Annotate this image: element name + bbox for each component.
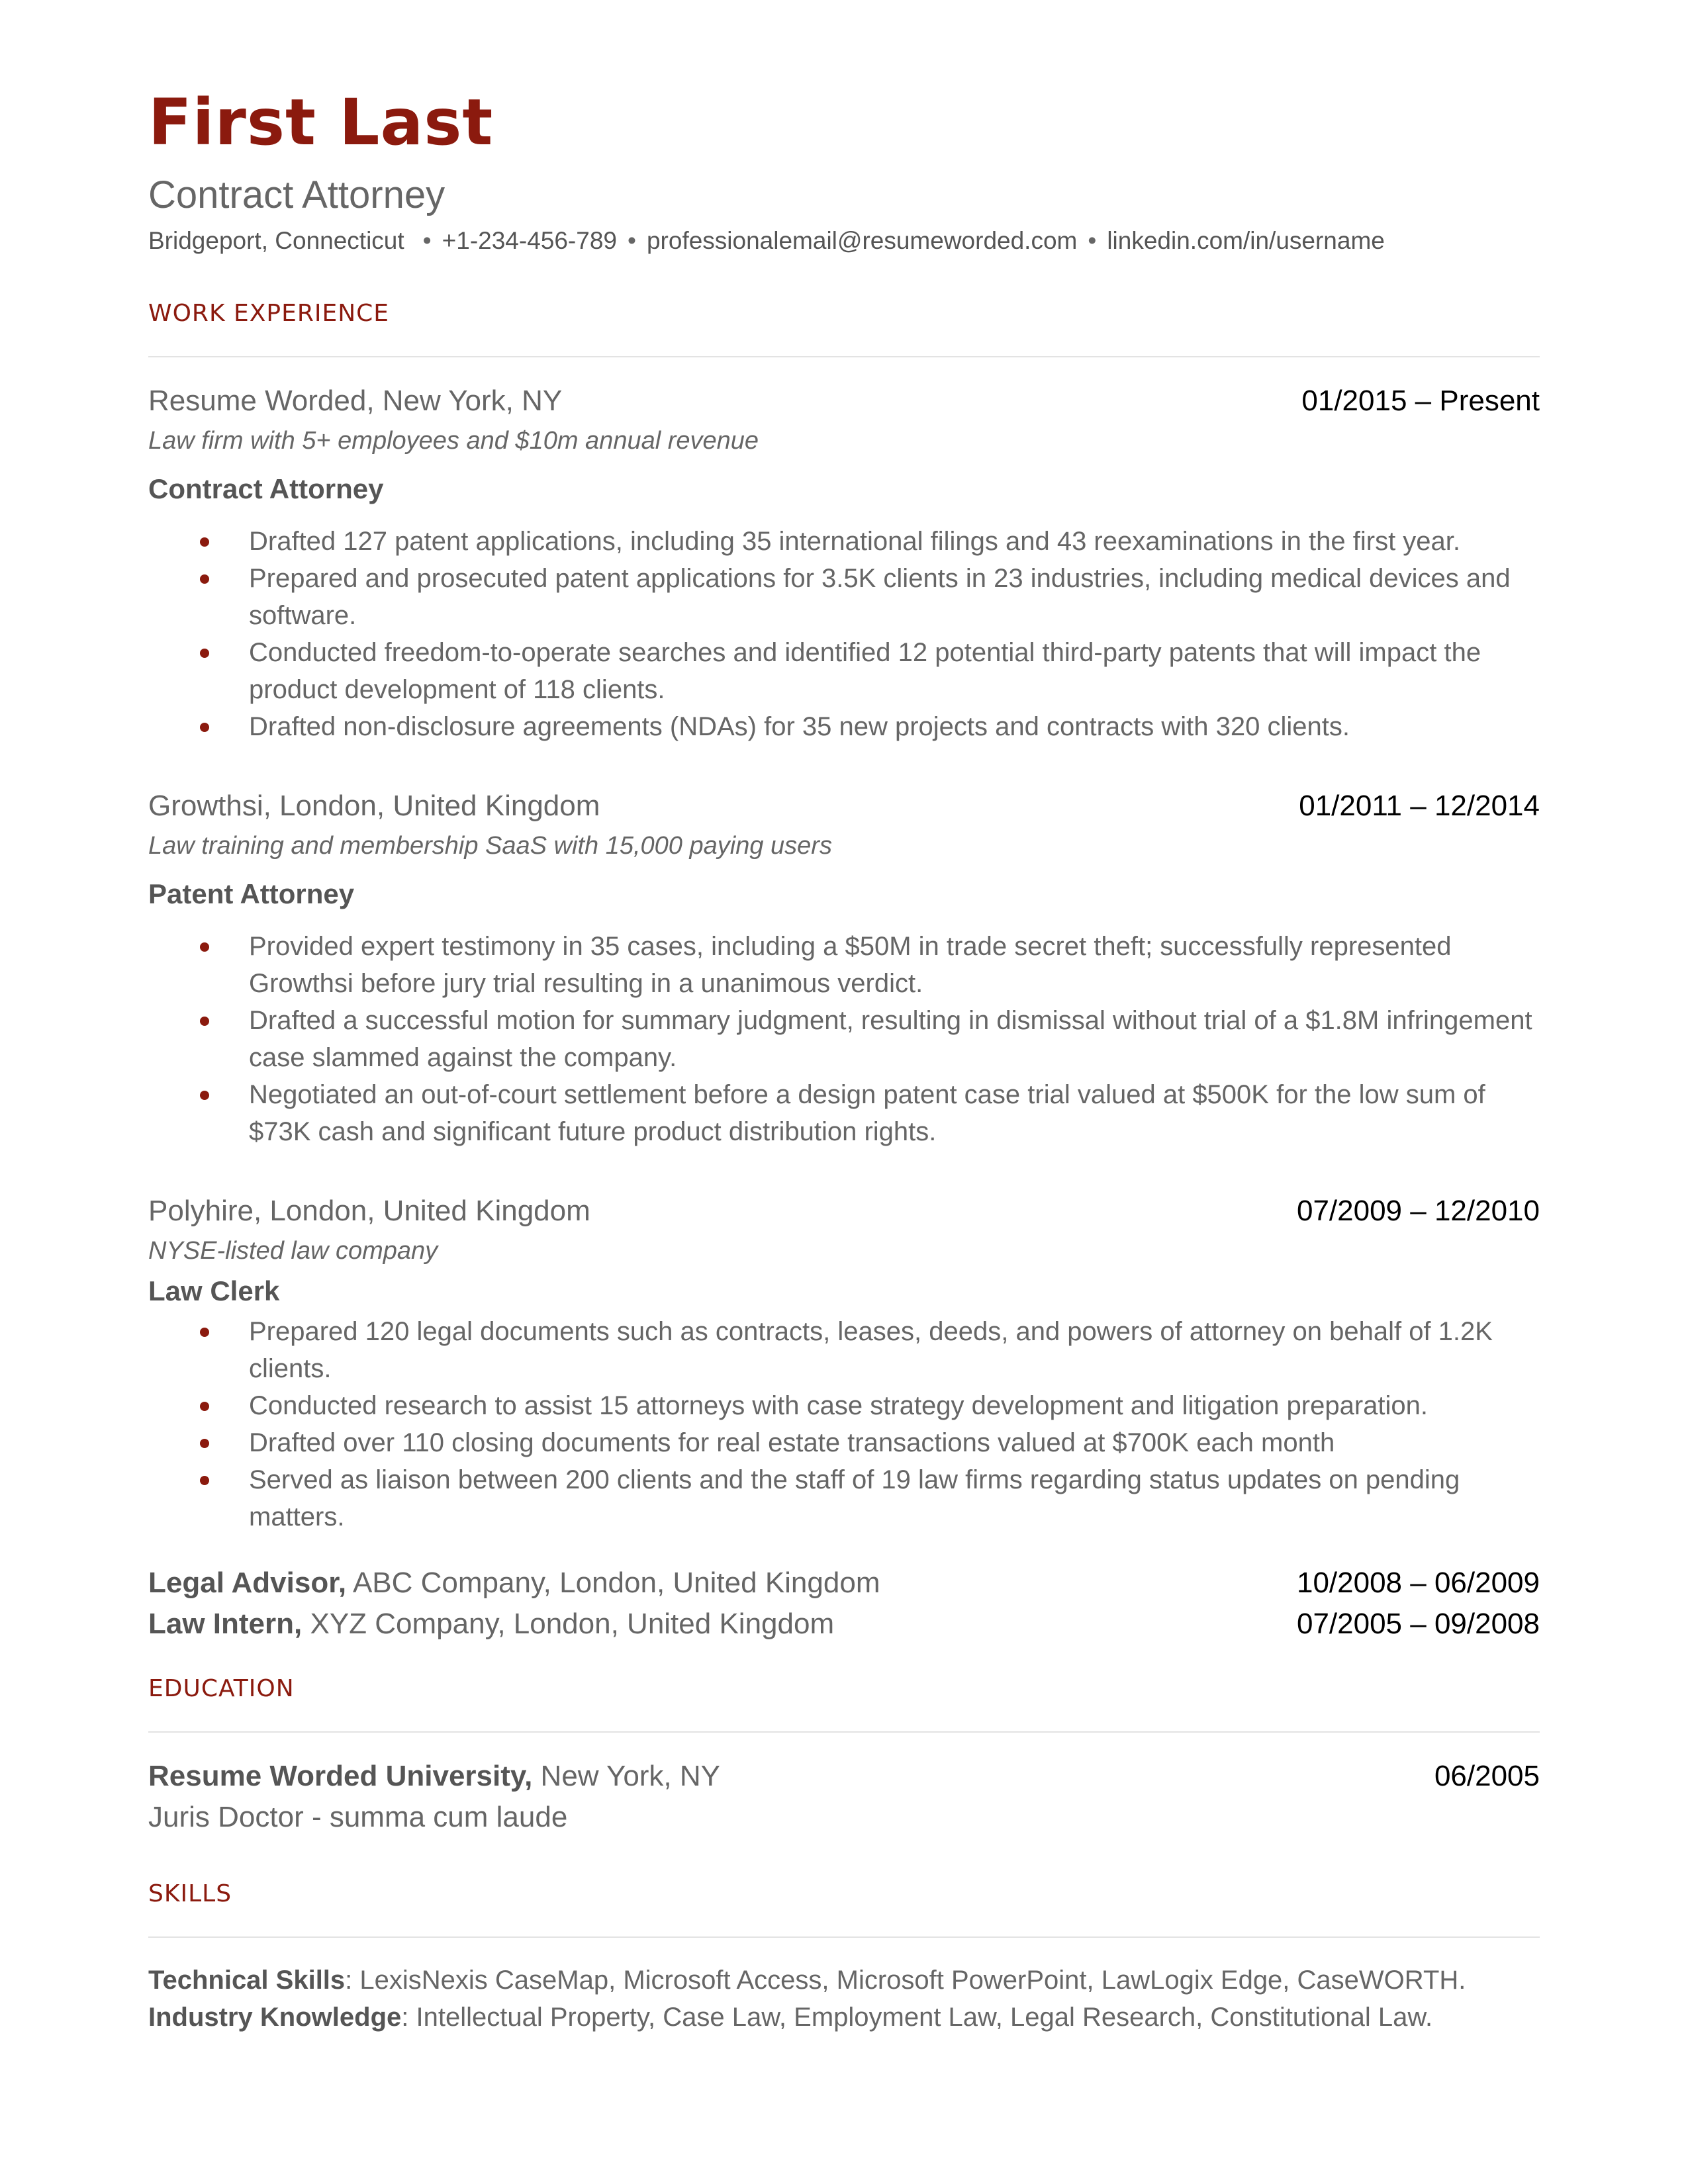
bullet-text: Prepared 120 legal documents such as contracts, leases, deeds, and powers of attorney on behalf of 1.2K clients. [249,1317,1493,1383]
bullet-separator: • [1088,227,1097,254]
skill-label: Technical Skills [148,1966,346,1995]
bullet-text: Prepared and prosecuted patent applications for 3.5K clients in 23 industries, including medical devices and software. [249,564,1511,630]
list-item [148,708,1540,745]
list-item [148,1387,1540,1424]
job-company: Polyhire, London, United Kingdom [148,1195,590,1227]
section-heading-education: EDUCATION [148,1675,295,1702]
bullet-text: Drafted a successful motion for summary judgment, resulting in dismissal without trial of a $1.8M infringement case slammed against the company. [249,1006,1532,1072]
job-bullets [148,523,1540,745]
candidate-name: First Last [148,85,494,159]
skills-industry [148,2001,1432,2033]
contact-email[interactable]: professionalemail@resumeworded.com [646,227,1078,254]
school-location: New York, NY [532,1760,721,1792]
candidate-title: Contract Attorney [148,173,445,216]
job-role: Contract Attorney [148,473,384,504]
skill-label: Industry Knowledge [148,2003,402,2032]
section-divider [148,1731,1540,1733]
section-heading-work: WORK EXPERIENCE [148,300,390,327]
job-company: Growthsi, London, United Kingdom [148,790,600,822]
school-name: Resume Worded University, [148,1760,533,1792]
bullet-text: Served as liaison between 200 clients and the staff of 19 law firms regarding status updates on pending matters. [249,1465,1460,1531]
list-item [148,1002,1540,1076]
job-dates: 07/2009 – 12/2010 [1296,1195,1540,1227]
short-role-company: ABC Company, London, United Kingdom [346,1567,880,1599]
bullet-dot-icon [200,942,209,952]
bullet-dot-icon [200,1091,209,1100]
job-description: Law training and membership SaaS with 15,000 paying users [148,832,832,860]
bullet-text: Drafted over 110 closing documents for real estate transactions valued at $700K each month [249,1428,1335,1457]
bullet-text: Conducted research to assist 15 attorneys with case strategy development and litigation preparation. [249,1391,1429,1420]
bullet-text: Drafted non-disclosure agreements (NDAs) for 35 new projects and contracts with 320 clients. [249,712,1350,741]
list-item [148,928,1540,1002]
bullet-text: Drafted 127 patent applications, including 35 international filings and 43 reexaminations in the first year. [249,527,1461,556]
list-item [148,560,1540,634]
education-school [148,1759,720,1794]
job-bullets [148,928,1540,1150]
short-role-law-intern [148,1607,834,1642]
bullet-dot-icon [200,1017,209,1026]
section-divider [148,356,1540,357]
job-role: Law Clerk [148,1275,280,1306]
bullet-dot-icon [200,574,209,584]
list-item [148,1424,1540,1461]
short-role-dates: 10/2008 – 06/2009 [1296,1567,1540,1599]
list-item [148,1461,1540,1535]
contact-phone: +1-234-456-789 [442,227,617,254]
job-role: Patent Attorney [148,878,355,909]
job-dates: 01/2011 – 12/2014 [1299,790,1540,822]
bullet-separator: • [422,227,432,254]
contact-linkedin[interactable]: linkedin.com/in/username [1107,227,1385,254]
job-bullets [148,1313,1540,1535]
bullet-dot-icon [200,537,209,547]
job-company: Resume Worded, New York, NY [148,385,563,417]
education-date: 06/2005 [1434,1760,1540,1792]
bullet-text: Provided expert testimony in 35 cases, including a $50M in trade secret theft; successfully represented Growthsi before jury trial resulting in a unanimous verdict. [249,932,1452,998]
short-role-dates: 07/2005 – 09/2008 [1296,1608,1540,1640]
section-divider [148,1936,1540,1938]
bullet-dot-icon [200,1402,209,1411]
job-description: NYSE-listed law company [148,1237,438,1265]
list-item [148,1076,1540,1150]
education-degree: Juris Doctor - summa cum laude [148,1801,568,1833]
list-item [148,634,1540,708]
contact-location: Bridgeport, Connecticut [148,227,404,254]
list-item [148,1313,1540,1387]
short-role-title: Legal Advisor, [148,1567,347,1599]
skill-value: : LexisNexis CaseMap, Microsoft Access, Microsoft PowerPoint, LawLogix Edge, CaseWORTH. [345,1966,1466,1995]
job-description: Law firm with 5+ employees and $10m annual revenue [148,427,759,455]
bullet-separator: • [628,227,636,254]
section-heading-skills: SKILLS [148,1880,232,1907]
job-dates: 01/2015 – Present [1301,385,1540,417]
short-role-company: XYZ Company, London, United Kingdom [302,1608,835,1640]
bullet-dot-icon [200,1439,209,1448]
skills-technical [148,1964,1466,1996]
list-item [148,523,1540,560]
short-role-legal-advisor [148,1566,880,1601]
bullet-dot-icon [200,1328,209,1337]
contact-line [148,226,1385,255]
bullet-dot-icon [200,649,209,658]
short-role-title: Law Intern, [148,1608,303,1640]
bullet-dot-icon [200,1476,209,1485]
bullet-text: Conducted freedom-to-operate searches and identified 12 potential third-party patents that will impact the product development of 118 clients. [249,638,1481,704]
skill-value: : Intellectual Property, Case Law, Employment Law, Legal Research, Constitutional Law. [401,2003,1433,2032]
bullet-text: Negotiated an out-of-court settlement before a design patent case trial valued at $500K for the low sum of $73K cash and significant future product distribution rights. [249,1080,1485,1146]
bullet-dot-icon [200,723,209,732]
